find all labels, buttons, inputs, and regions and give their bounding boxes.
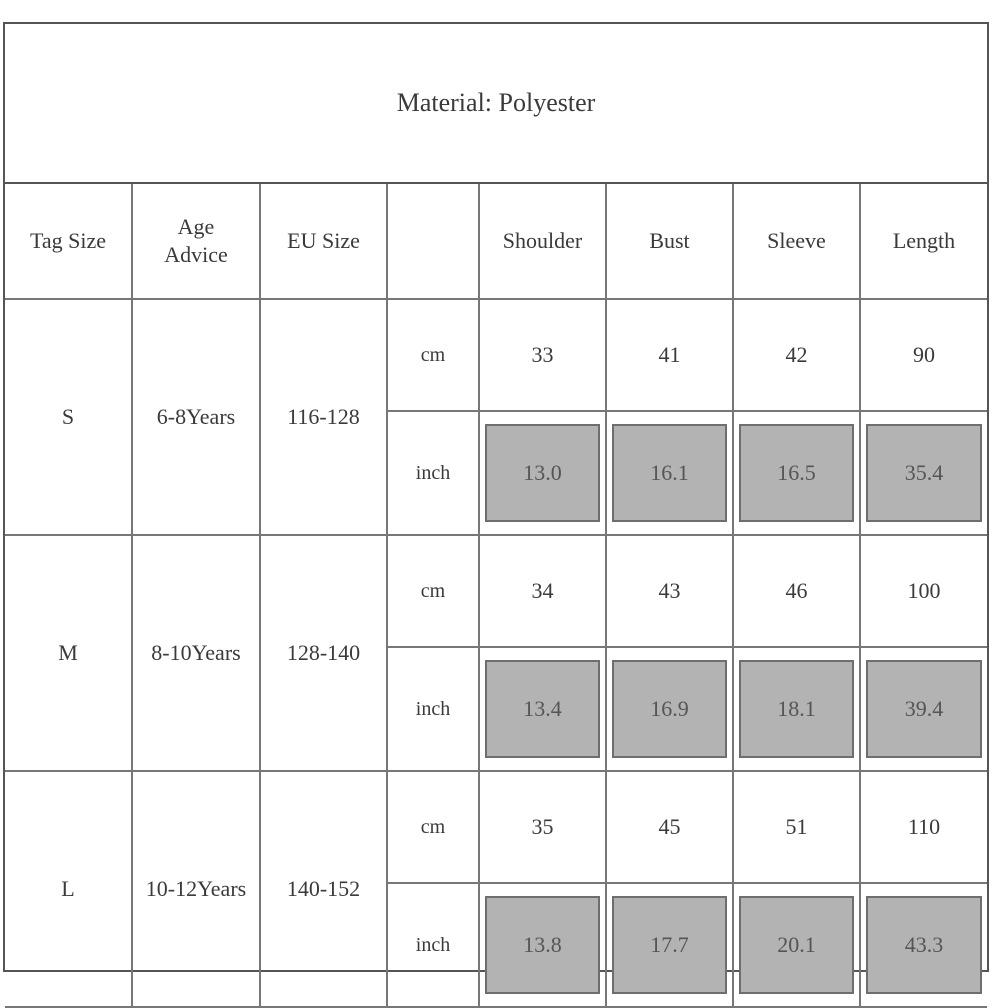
header-row [5,184,987,299]
length-cm: 100 [860,535,987,647]
bust-cm: 43 [606,535,733,647]
header-bust: Bust [606,184,733,299]
header-age-advice [132,184,260,299]
length-cm: 90 [860,299,987,411]
header-age-line2: Advice [164,242,228,267]
length-inch: 43.3 [866,896,982,994]
bust-cm: 45 [606,771,733,883]
unit-inch: inch [387,411,479,535]
bust-inch-cell [606,883,733,1007]
sleeve-cm: 42 [733,299,860,411]
chart-title: Material: Polyester [5,24,987,184]
length-cm: 110 [860,771,987,883]
size-s-cm-row [5,299,987,411]
shoulder-cm: 34 [479,535,606,647]
tag-size-cell: S [5,299,132,535]
shoulder-inch: 13.8 [485,896,600,994]
size-m-cm-row [5,535,987,647]
tag-size-cell: L [5,771,132,1007]
tag-size-cell: M [5,535,132,771]
shoulder-inch-cell [479,647,606,771]
shoulder-inch: 13.0 [485,424,600,522]
header-sleeve: Sleeve [733,184,860,299]
size-chart [3,22,989,972]
header-eu-size: EU Size [260,184,387,299]
sleeve-inch-cell [733,647,860,771]
shoulder-inch-cell [479,411,606,535]
header-age-line1: Age [177,214,215,239]
sleeve-cm: 51 [733,771,860,883]
header-length: Length [860,184,987,299]
unit-inch: inch [387,883,479,1007]
length-inch: 39.4 [866,660,982,758]
bust-inch: 16.9 [612,660,727,758]
sleeve-inch-cell [733,883,860,1007]
age-cell: 10-12Years [132,771,260,1007]
bust-inch-cell [606,411,733,535]
sleeve-cm: 46 [733,535,860,647]
sleeve-inch: 18.1 [739,660,854,758]
unit-inch: inch [387,647,479,771]
sleeve-inch: 16.5 [739,424,854,522]
shoulder-inch-cell [479,883,606,1007]
eu-size-cell: 116-128 [260,299,387,535]
size-l-cm-row [5,771,987,883]
bust-inch: 17.7 [612,896,727,994]
eu-size-cell: 128-140 [260,535,387,771]
shoulder-cm: 33 [479,299,606,411]
bust-cm: 41 [606,299,733,411]
sleeve-inch-cell [733,411,860,535]
age-cell: 6-8Years [132,299,260,535]
length-inch: 35.4 [866,424,982,522]
sleeve-inch: 20.1 [739,896,854,994]
shoulder-inch: 13.4 [485,660,600,758]
unit-cm: cm [387,771,479,883]
age-cell: 8-10Years [132,535,260,771]
bust-inch-cell [606,647,733,771]
size-table [5,184,987,1008]
length-inch-cell [860,883,987,1007]
header-shoulder: Shoulder [479,184,606,299]
length-inch-cell [860,411,987,535]
unit-cm: cm [387,299,479,411]
bust-inch: 16.1 [612,424,727,522]
unit-cm: cm [387,535,479,647]
shoulder-cm: 35 [479,771,606,883]
header-tag-size: Tag Size [5,184,132,299]
length-inch-cell [860,647,987,771]
eu-size-cell: 140-152 [260,771,387,1007]
header-unit [387,184,479,299]
